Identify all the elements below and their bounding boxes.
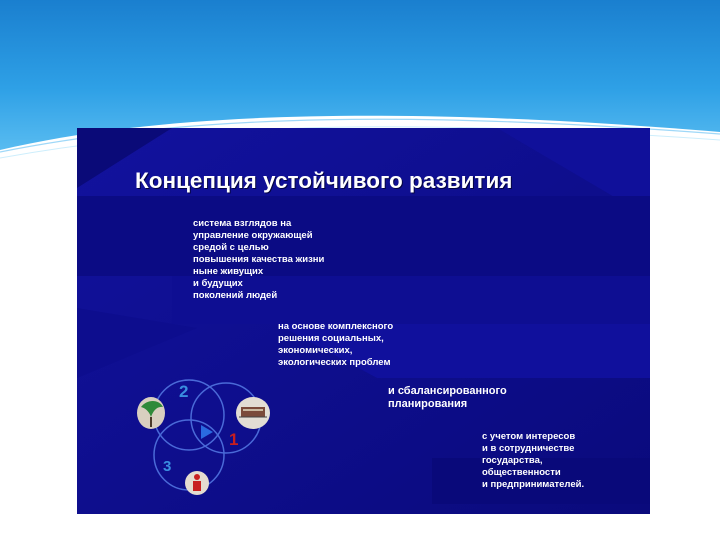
diagram-number-3: 3 [163, 458, 172, 475]
slide-frame [77, 128, 650, 514]
balanced-planning-text: и сбалансированного планирования [388, 385, 507, 410]
slide-title: Концепция устойчивого развития [135, 168, 513, 193]
definition-text: система взглядов на управление окружающей средой с целью повышения качества жизни ныне живущих и будущих поколений людей [193, 218, 325, 301]
three-circles-diagram [131, 373, 281, 503]
diagram-number-1: 1 [229, 430, 239, 449]
building-icon [236, 397, 270, 429]
plant-icon [137, 397, 165, 429]
diagram-number-2: 2 [179, 382, 189, 401]
people-icon [185, 471, 209, 495]
integrated-solution-text: на основе комплексного решения социальных, экономических, экологических проблем [278, 321, 394, 368]
cooperation-text: с учетом интересов и в сотрудничестве государства, общественности и предпринимателей. [482, 431, 585, 490]
